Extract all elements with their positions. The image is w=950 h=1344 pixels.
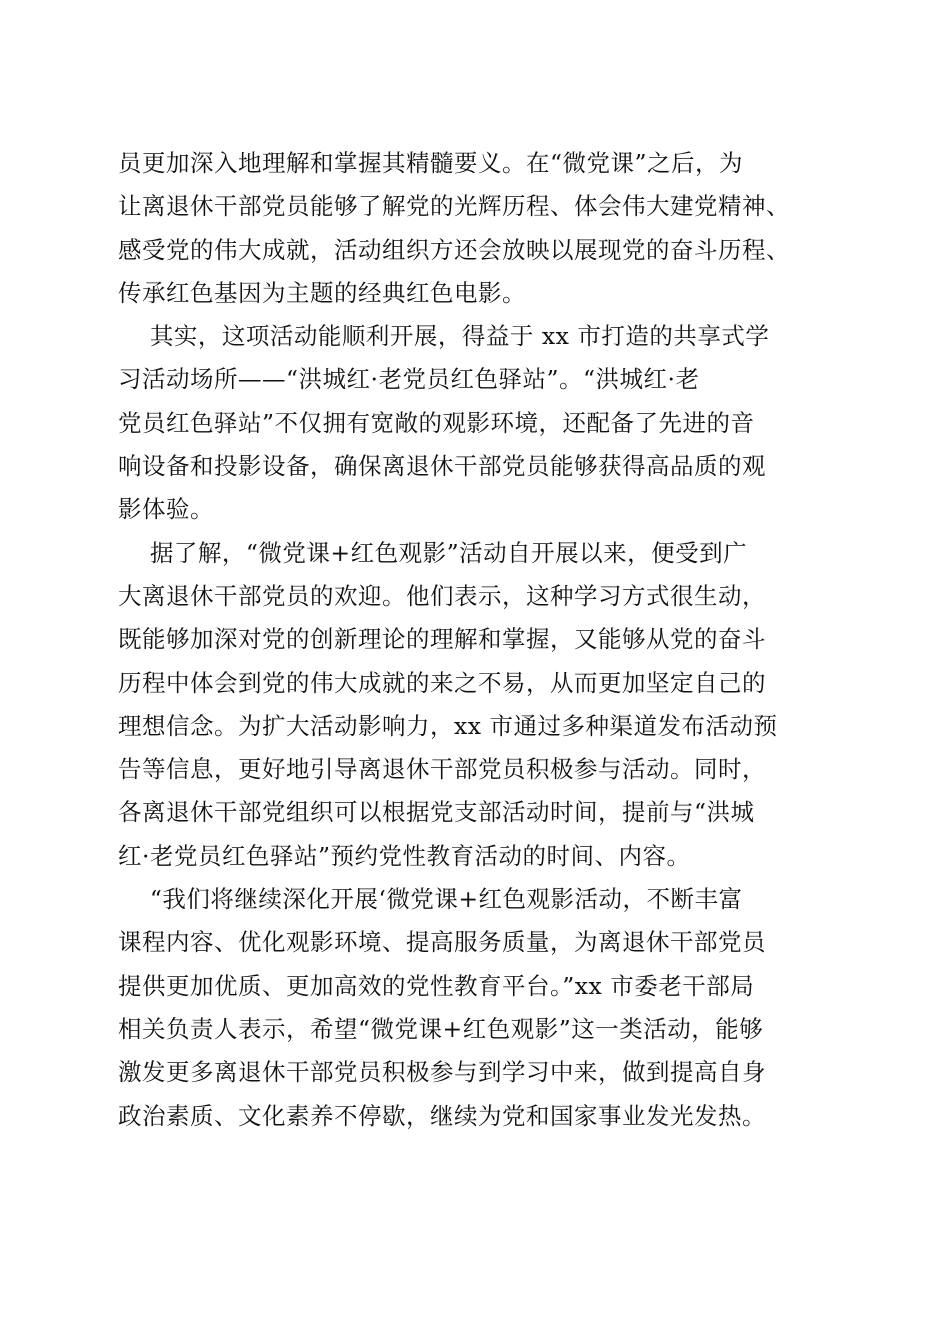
text-line: 提供更加优质、更加高效的党性教育平台。”xx 市委老干部局 bbox=[118, 971, 755, 1000]
text-line: 感受党的伟大成就，活动组织方还会放映以展现党的奋斗历程、 bbox=[118, 235, 790, 264]
article-body bbox=[118, 142, 848, 1138]
text-line: 相关负责人表示，希望“微党课+红色观影”这一类活动，能够 bbox=[118, 1014, 764, 1043]
text-line: 历程中体会到党的伟大成就的来之不易，从而更加坚定自己的 bbox=[118, 668, 766, 697]
text-line: 传承红色基因为主题的经典红色电影。 bbox=[118, 278, 526, 307]
text-line: 告等信息，更好地引导离退休干部党员积极参与活动。同时， bbox=[118, 755, 766, 784]
text-line: 让离退休干部党员能够了解党的光辉历程、体会伟大建党精神、 bbox=[118, 192, 790, 221]
text-line: 政治素质、文化素养不停歇，继续为党和国家事业发光发热。 bbox=[118, 1101, 766, 1130]
text-line: 大离退休干部党员的欢迎。他们表示，这种学习方式很生动， bbox=[118, 581, 766, 610]
text-line: 影体验。 bbox=[118, 495, 214, 524]
text-line: 课程内容、优化观影环境、提高服务质量，为离退休干部党员 bbox=[118, 928, 766, 957]
text-line: 响设备和投影设备，确保离退休干部党员能够获得高品质的观 bbox=[118, 452, 766, 481]
text-line: “我们将继续深化开展‘微党课+红色观影活动，不断丰富 bbox=[118, 885, 743, 914]
text-line: 激发更多离退休干部党员积极参与到学习中来，做到提高自身 bbox=[118, 1058, 766, 1087]
text-line: 各离退休干部党组织可以根据党支部活动时间，提前与“洪城 bbox=[118, 798, 755, 827]
text-line: 其实，这项活动能顺利开展，得益于 xx 市打造的共享式学 bbox=[118, 322, 770, 351]
text-line: 习活动场所——“洪城红·老党员红色驿站”。“洪城红·老 bbox=[118, 365, 700, 394]
text-line: 理想信念。为扩大活动影响力，xx 市通过多种渠道发布活动预 bbox=[118, 711, 778, 740]
text-line: 党员红色驿站”不仅拥有宽敞的观影环境，还配备了先进的音 bbox=[118, 408, 755, 437]
text-line: 员更加深入地理解和掌握其精髓要义。在“微党课”之后，为 bbox=[118, 149, 744, 177]
text-line: 既能够加深对党的创新理论的理解和掌握，又能够从党的奋斗 bbox=[118, 625, 766, 654]
text-line: 红·老党员红色驿站”预约党性教育活动的时间、内容。 bbox=[118, 841, 691, 870]
text-line: 据了解，“微党课+红色观影”活动自开展以来，便受到广 bbox=[118, 538, 748, 567]
